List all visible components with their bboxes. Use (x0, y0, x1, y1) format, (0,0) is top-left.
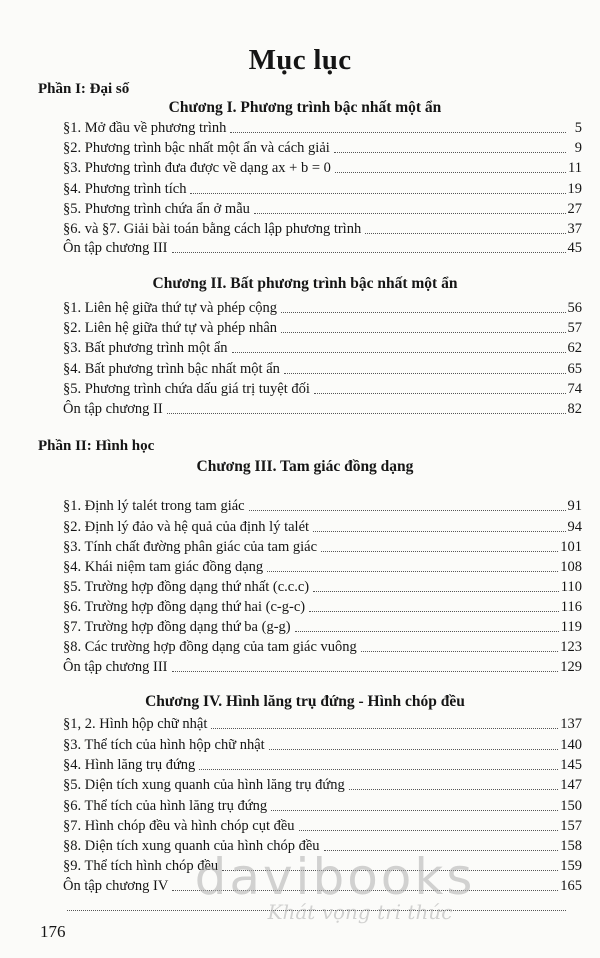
entry-page: 82 (567, 401, 582, 417)
toc-entry[interactable] (63, 218, 582, 238)
dot-leader (172, 671, 559, 672)
watermark-tagline: Khát vọng tri thức (267, 900, 453, 924)
toc-entry[interactable] (63, 713, 582, 733)
entry-title: §7. Trường hợp đồng dạng thứ ba (g-g) (63, 619, 291, 635)
entry-page: 37 (567, 221, 582, 237)
entry-title: Ôn tập chương IV (63, 878, 169, 894)
entry-page: 119 (560, 619, 582, 635)
entry-page: 116 (560, 599, 582, 615)
entry-page: 110 (560, 579, 582, 595)
entry-title: §6. và §7. Giải bài toán bằng cách lập phương trình (63, 221, 362, 237)
entry-page: 45 (567, 240, 582, 256)
page-number: 176 (40, 922, 66, 941)
toc-entry[interactable] (63, 358, 582, 378)
entry-page: 157 (560, 818, 582, 834)
entry-page: 145 (560, 757, 582, 773)
toc-entry[interactable] (63, 378, 582, 398)
entry-page: 91 (567, 498, 582, 514)
entry-title: §1. Định lý talét trong tam giác (63, 498, 245, 514)
toc-entry[interactable] (63, 636, 582, 656)
chapter-heading: Chương IV. Hình lăng trụ đứng - Hình chóp đều (145, 693, 465, 710)
entry-page: 129 (560, 659, 582, 675)
entry-page: 56 (567, 300, 582, 316)
dot-leader (249, 510, 566, 511)
entry-title: §2. Định lý đảo và hệ quả của định lý talét (63, 519, 310, 535)
entry-title: §8. Các trường hợp đồng dạng của tam giác vuông (63, 639, 357, 655)
entry-page: 108 (560, 559, 582, 575)
entry-title: §8. Diện tích xung quanh của hình chóp đều (63, 838, 320, 854)
dot-leader (313, 531, 565, 532)
entry-page: 9 (574, 140, 582, 156)
dot-leader (313, 591, 559, 592)
toc-entry[interactable] (63, 117, 582, 137)
toc-entry[interactable] (63, 795, 582, 815)
dot-leader (321, 551, 558, 552)
toc-entry[interactable] (63, 596, 582, 616)
entry-title: §7. Hình chóp đều và hình chóp cụt đều (63, 818, 295, 834)
entry-page: 158 (560, 838, 582, 854)
toc-entry[interactable] (63, 137, 582, 157)
entry-title: §5. Phương trình chứa ẩn ở mẫu (63, 201, 250, 217)
dot-leader (365, 233, 565, 234)
chapter-heading: Chương I. Phương trình bậc nhất một ẩn (168, 99, 442, 116)
entry-title: §5. Diện tích xung quanh của hình lăng trụ đứng (63, 777, 345, 793)
chapter-heading: Chương II. Bất phương trình bậc nhất một ẩn (152, 275, 458, 292)
entry-page: 62 (567, 340, 582, 356)
entry-title: §3. Bất phương trình một ẩn (63, 340, 228, 356)
dot-leader (281, 312, 565, 313)
dot-leader (230, 132, 566, 133)
toc-entry[interactable] (63, 774, 582, 794)
toc-entry[interactable] (63, 576, 582, 596)
dot-leader (172, 252, 566, 253)
entry-title: §2. Liên hệ giữa thứ tự và phép nhân (63, 320, 278, 336)
toc-entry[interactable] (63, 556, 582, 576)
dot-leader (267, 571, 558, 572)
entry-page: 94 (567, 519, 582, 535)
entry-page: 5 (574, 120, 582, 136)
entry-page: 147 (560, 777, 582, 793)
toc-entry[interactable] (63, 495, 582, 515)
dot-leader (334, 152, 566, 153)
toc-entry[interactable] (63, 398, 582, 418)
toc-entry[interactable] (63, 616, 582, 636)
entry-title: §6. Trường hợp đồng dạng thứ hai (c-g-c) (63, 599, 306, 615)
entry-page: 57 (567, 320, 582, 336)
entry-title: §3. Tính chất đường phân giác của tam giác (63, 539, 318, 555)
toc-entry[interactable] (63, 198, 582, 218)
entry-title: §4. Phương trình tích (63, 181, 187, 197)
dot-leader (190, 193, 565, 194)
watermark-brand: davibooks (194, 848, 476, 906)
dot-leader (299, 830, 559, 831)
dot-leader (335, 172, 566, 173)
part-heading: Phần I: Đại số (38, 81, 130, 97)
dot-leader (295, 631, 559, 632)
entry-title: Ôn tập chương II (63, 401, 163, 417)
entry-page: 101 (560, 539, 582, 555)
toc-entry[interactable] (63, 178, 582, 198)
toc-entry[interactable] (63, 815, 582, 835)
toc-entry[interactable] (63, 317, 582, 337)
dot-leader (281, 332, 565, 333)
entry-title: §6. Thể tích của hình lăng trụ đứng (63, 798, 268, 814)
entry-title: §4. Bất phương trình bậc nhất một ẩn (63, 361, 280, 377)
dot-leader (361, 651, 558, 652)
toc-entry[interactable] (63, 734, 582, 754)
entry-title: §4. Khái niệm tam giác đồng dạng (63, 559, 264, 575)
entry-page: 165 (560, 878, 582, 894)
toc-entry[interactable] (63, 297, 582, 317)
dot-leader (309, 611, 559, 612)
entry-title: §1. Mở đầu về phương trình (63, 120, 227, 136)
dot-leader (269, 749, 559, 750)
entry-title: §5. Phương trình chứa dấu giá trị tuyệt đối (63, 381, 310, 397)
toc-entry[interactable] (63, 237, 582, 257)
entry-title: §4. Hình lăng trụ đứng (63, 757, 196, 773)
dot-leader (211, 728, 558, 729)
entry-page: 11 (568, 160, 582, 176)
entry-title: Ôn tập chương III (63, 240, 168, 256)
entry-page: 159 (560, 858, 582, 874)
chapter-heading: Chương III. Tam giác đồng dạng (196, 458, 414, 475)
entry-page: 27 (567, 201, 582, 217)
toc-entry[interactable] (63, 337, 582, 357)
entry-title: §9. Thể tích hình chóp đều (63, 858, 219, 874)
entry-page: 123 (560, 639, 582, 655)
entry-title: §5. Trường hợp đồng dạng thứ nhất (c.c.c) (63, 579, 310, 595)
entry-title: §1. Liên hệ giữa thứ tự và phép cộng (63, 300, 278, 316)
toc-entry[interactable] (63, 536, 582, 556)
dot-leader (199, 769, 558, 770)
dot-leader (254, 213, 566, 214)
dot-leader (349, 789, 559, 790)
entry-page: 19 (567, 181, 582, 197)
dot-leader (232, 352, 566, 353)
entry-page: 74 (567, 381, 582, 397)
toc-entry[interactable] (63, 656, 582, 676)
entry-page: 150 (560, 798, 582, 814)
entry-title: §2. Phương trình bậc nhất một ẩn và cách giải (63, 140, 330, 156)
toc-entry[interactable] (63, 754, 582, 774)
part-heading: Phần II: Hình học (38, 438, 155, 454)
page-title: Mục lục (248, 44, 352, 76)
dot-leader (271, 810, 558, 811)
entry-page: 137 (560, 716, 582, 732)
dot-leader (167, 413, 566, 414)
watermark (185, 848, 485, 924)
entry-page: 65 (567, 361, 582, 377)
toc-entry[interactable] (63, 157, 582, 177)
entry-title: §1, 2. Hình hộp chữ nhật (63, 716, 208, 732)
entry-title: Ôn tập chương III (63, 659, 168, 675)
entry-page: 140 (560, 737, 582, 753)
toc-entry[interactable] (63, 516, 582, 536)
dot-leader (314, 393, 566, 394)
entry-title: §3. Phương trình đưa được về dạng ax + b = 0 (63, 160, 331, 176)
dot-leader (284, 373, 566, 374)
entry-title: §3. Thể tích của hình hộp chữ nhật (63, 737, 265, 753)
